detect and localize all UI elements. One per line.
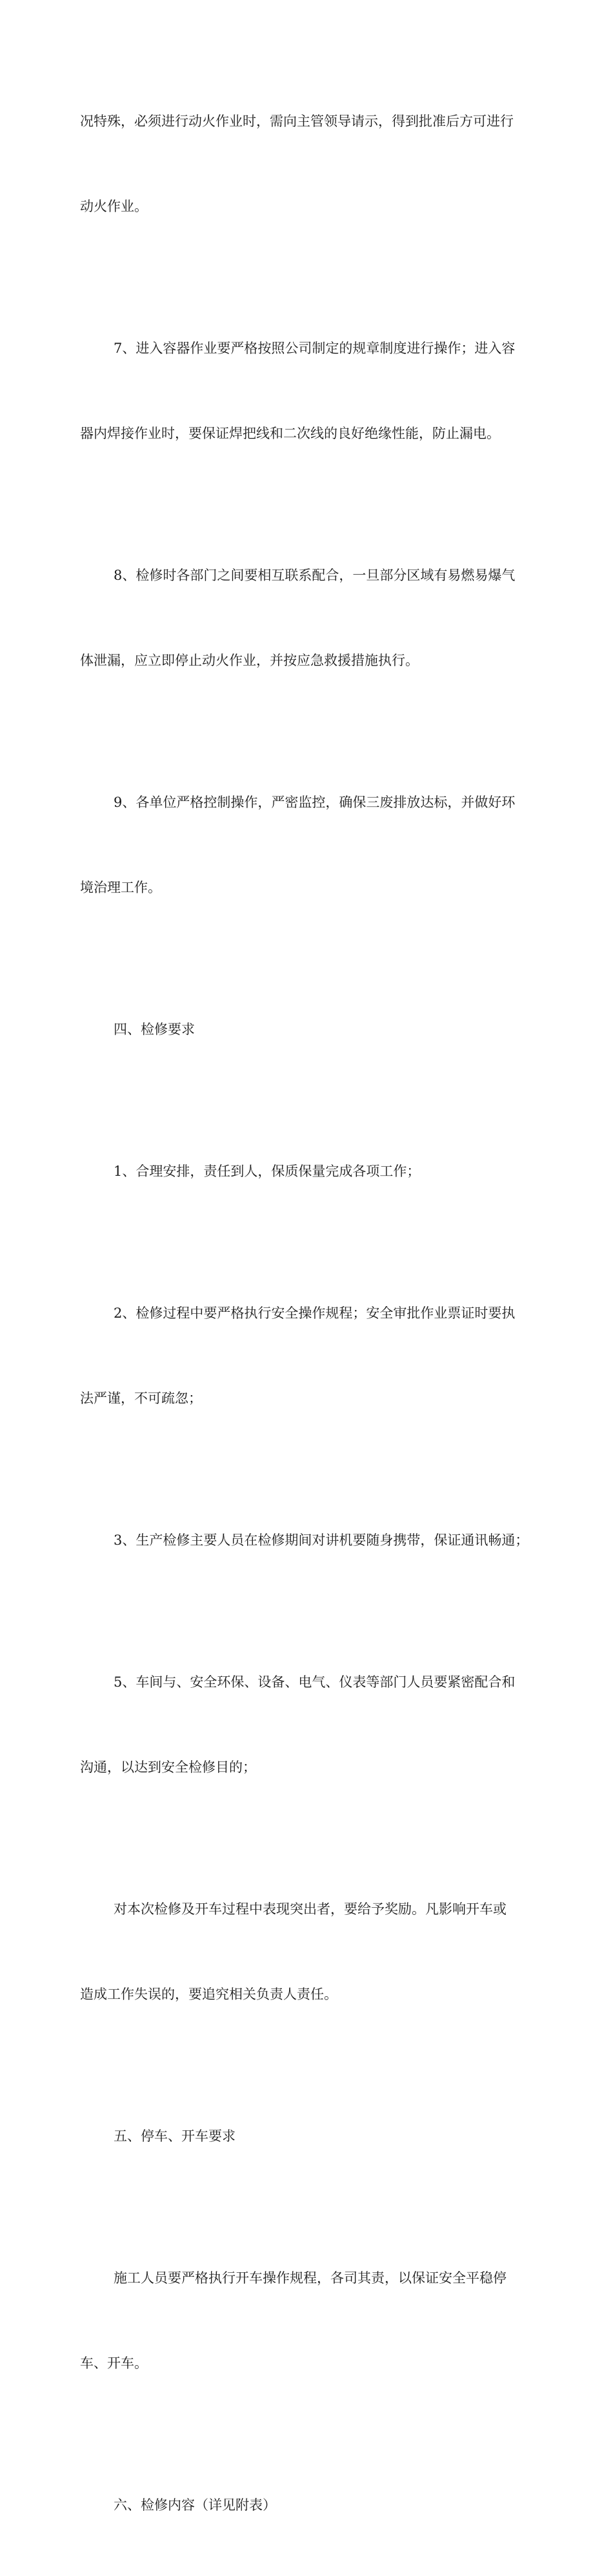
- paragraph-item-8: [80, 504, 532, 731]
- text-line: 9、各单位严格控制操作，严密监控，确保三废排放达标，并做好环: [114, 795, 516, 810]
- text-line: 造成工作失误的，要追究相关负责人责任。: [80, 1986, 337, 2002]
- section-heading-maintenance-requirements: [80, 958, 532, 1100]
- paragraph-rewards: [80, 1838, 532, 2065]
- paragraph-startup-procedure: [80, 2207, 532, 2434]
- paragraph-requirement-5: [80, 1611, 532, 1838]
- text-line: 体泄漏，应立即停止动火作业，并按应急救援措施执行。: [80, 653, 419, 668]
- paragraph-continuation: [80, 50, 532, 277]
- text-line: 况特殊，必须进行动火作业时，需向主管领导请示，得到批准后方可进行: [80, 114, 514, 129]
- paragraph-item-9: [80, 731, 532, 958]
- text-line: 7、进入容器作业要严格按照公司制定的规章制度进行操作；进入容: [114, 341, 516, 356]
- text-line: 境治理工作。: [80, 880, 161, 895]
- text-line: 3、生产检修主要人员在检修期间对讲机要随身携带，保证通讯畅通；: [114, 1532, 529, 1548]
- paragraph-requirement-1: [80, 1100, 532, 1242]
- text-line: 沟通，以达到安全检修目的；: [80, 1759, 256, 1775]
- text-line: 六、检修内容（详见附表）: [114, 2497, 276, 2513]
- text-line: 动火作业。: [80, 199, 148, 214]
- section-heading-stop-start-requirements: [80, 2065, 532, 2207]
- text-line: 四、检修要求: [114, 1022, 195, 1037]
- text-line: 器内焊接作业时，要保证焊把线和二次线的良好绝缘性能，防止漏电。: [80, 426, 500, 441]
- text-line: 法严谨，不可疏忽；: [80, 1391, 202, 1406]
- text-line: 五、停车、开车要求: [114, 2128, 236, 2144]
- text-line: 对本次检修及开车过程中表现突出者，要给予奖励。凡影响开车或: [114, 1901, 507, 1917]
- paragraph-requirement-3: [80, 1469, 532, 1611]
- text-line: 1、合理安排，责任到人，保质保量完成各项工作；: [114, 1164, 421, 1179]
- text-line: 车、开车。: [80, 2355, 148, 2371]
- text-line: 施工人员要严格执行开车操作规程，各司其责，以保证安全平稳停: [114, 2270, 507, 2286]
- document-body: [80, 50, 532, 2576]
- paragraph-item-7: [80, 277, 532, 504]
- paragraph-requirement-2: [80, 1242, 532, 1469]
- section-heading-maintenance-content: [80, 2434, 532, 2576]
- text-line: 8、检修时各部门之间要相互联系配合，一旦部分区域有易燃易爆气: [114, 568, 516, 583]
- text-line: 5、车间与、安全环保、设备、电气、仪表等部门人员要紧密配合和: [114, 1674, 516, 1690]
- text-line: 2、检修过程中要严格执行安全操作规程；安全审批作业票证时要执: [114, 1305, 516, 1321]
